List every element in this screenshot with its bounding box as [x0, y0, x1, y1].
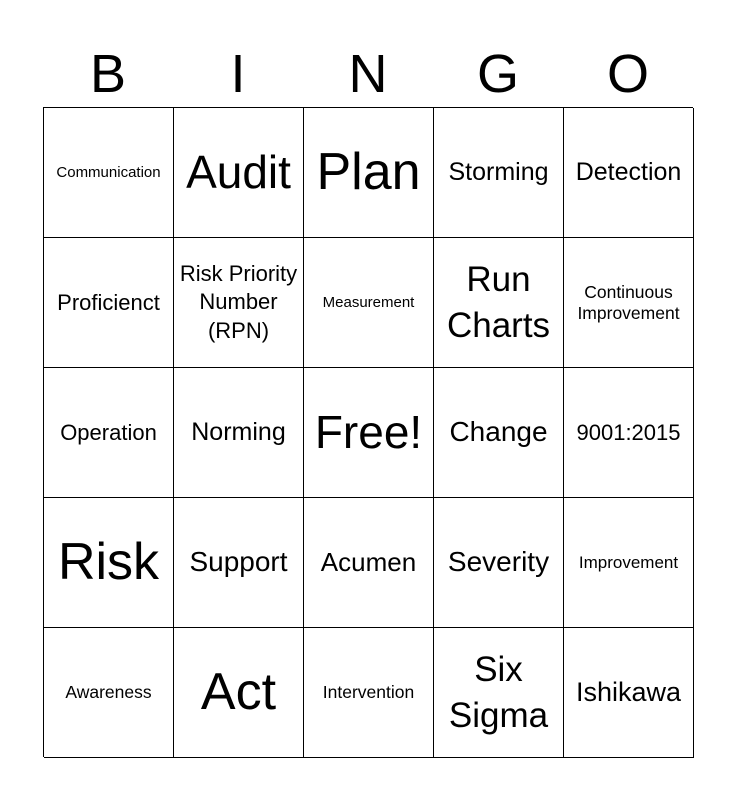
- bingo-cell[interactable]: [174, 368, 304, 498]
- cell-text: Support: [189, 546, 288, 578]
- bingo-cell[interactable]: [564, 108, 694, 238]
- bingo-cell[interactable]: [304, 628, 434, 758]
- bingo-cell[interactable]: [434, 108, 564, 238]
- free-space-cell[interactable]: [304, 368, 434, 498]
- bingo-cell[interactable]: [174, 108, 304, 238]
- bingo-cell[interactable]: [304, 238, 434, 368]
- cell-text: Act: [200, 662, 277, 721]
- cell-text: Detection: [575, 158, 682, 187]
- bingo-cell[interactable]: [304, 498, 434, 628]
- header-letter-n: N: [348, 44, 388, 104]
- cell-text: Audit: [186, 146, 291, 199]
- bingo-cell[interactable]: [434, 628, 564, 758]
- bingo-board: [43, 107, 693, 757]
- bingo-cell[interactable]: [434, 498, 564, 628]
- cell-text: Intervention: [322, 682, 415, 703]
- bingo-cell[interactable]: [44, 368, 174, 498]
- bingo-cell[interactable]: [564, 628, 694, 758]
- cell-text: Proficienct: [57, 289, 160, 315]
- cell-text: Communication: [56, 163, 161, 181]
- cell-text: Run Charts: [446, 260, 551, 345]
- cell-text: Operation: [60, 419, 157, 445]
- cell-text: Risk: [57, 532, 160, 591]
- cell-text: Six Sigma: [448, 650, 549, 735]
- bingo-cell[interactable]: [434, 238, 564, 368]
- bingo-cell[interactable]: [434, 368, 564, 498]
- cell-text: Measurement: [322, 293, 415, 311]
- bingo-header: [43, 40, 693, 108]
- bingo-cell[interactable]: [564, 498, 694, 628]
- cell-text: Free!: [314, 406, 423, 459]
- header-letter-g: G: [476, 44, 519, 104]
- bingo-cell[interactable]: [44, 498, 174, 628]
- bingo-cell[interactable]: [174, 238, 304, 368]
- cell-text: 9001:2015: [576, 419, 681, 445]
- cell-text: Severity: [447, 546, 550, 578]
- bingo-cell[interactable]: [44, 628, 174, 758]
- cell-text: Acumen: [320, 546, 417, 577]
- bingo-cell[interactable]: [174, 498, 304, 628]
- cell-text: Risk Priority Number (RPN): [179, 260, 298, 343]
- header-letter-b: B: [89, 44, 127, 104]
- cell-text: Awareness: [65, 682, 152, 703]
- header-letter-i: I: [230, 44, 246, 104]
- cell-text: Plan: [316, 142, 421, 201]
- bingo-cell[interactable]: [44, 238, 174, 368]
- cell-text: Storming: [448, 158, 549, 187]
- cell-text: Change: [449, 416, 548, 448]
- bingo-cell[interactable]: [174, 628, 304, 758]
- bingo-cell[interactable]: [564, 368, 694, 498]
- cell-text: Norming: [191, 418, 286, 447]
- bingo-cell[interactable]: [564, 238, 694, 368]
- cell-text: Ishikawa: [575, 676, 682, 707]
- cell-text: Improvement: [578, 552, 679, 572]
- cell-text: Continuous Improvement: [577, 282, 680, 323]
- header-letter-o: O: [606, 44, 649, 104]
- bingo-cell[interactable]: [304, 108, 434, 238]
- bingo-cell[interactable]: [44, 108, 174, 238]
